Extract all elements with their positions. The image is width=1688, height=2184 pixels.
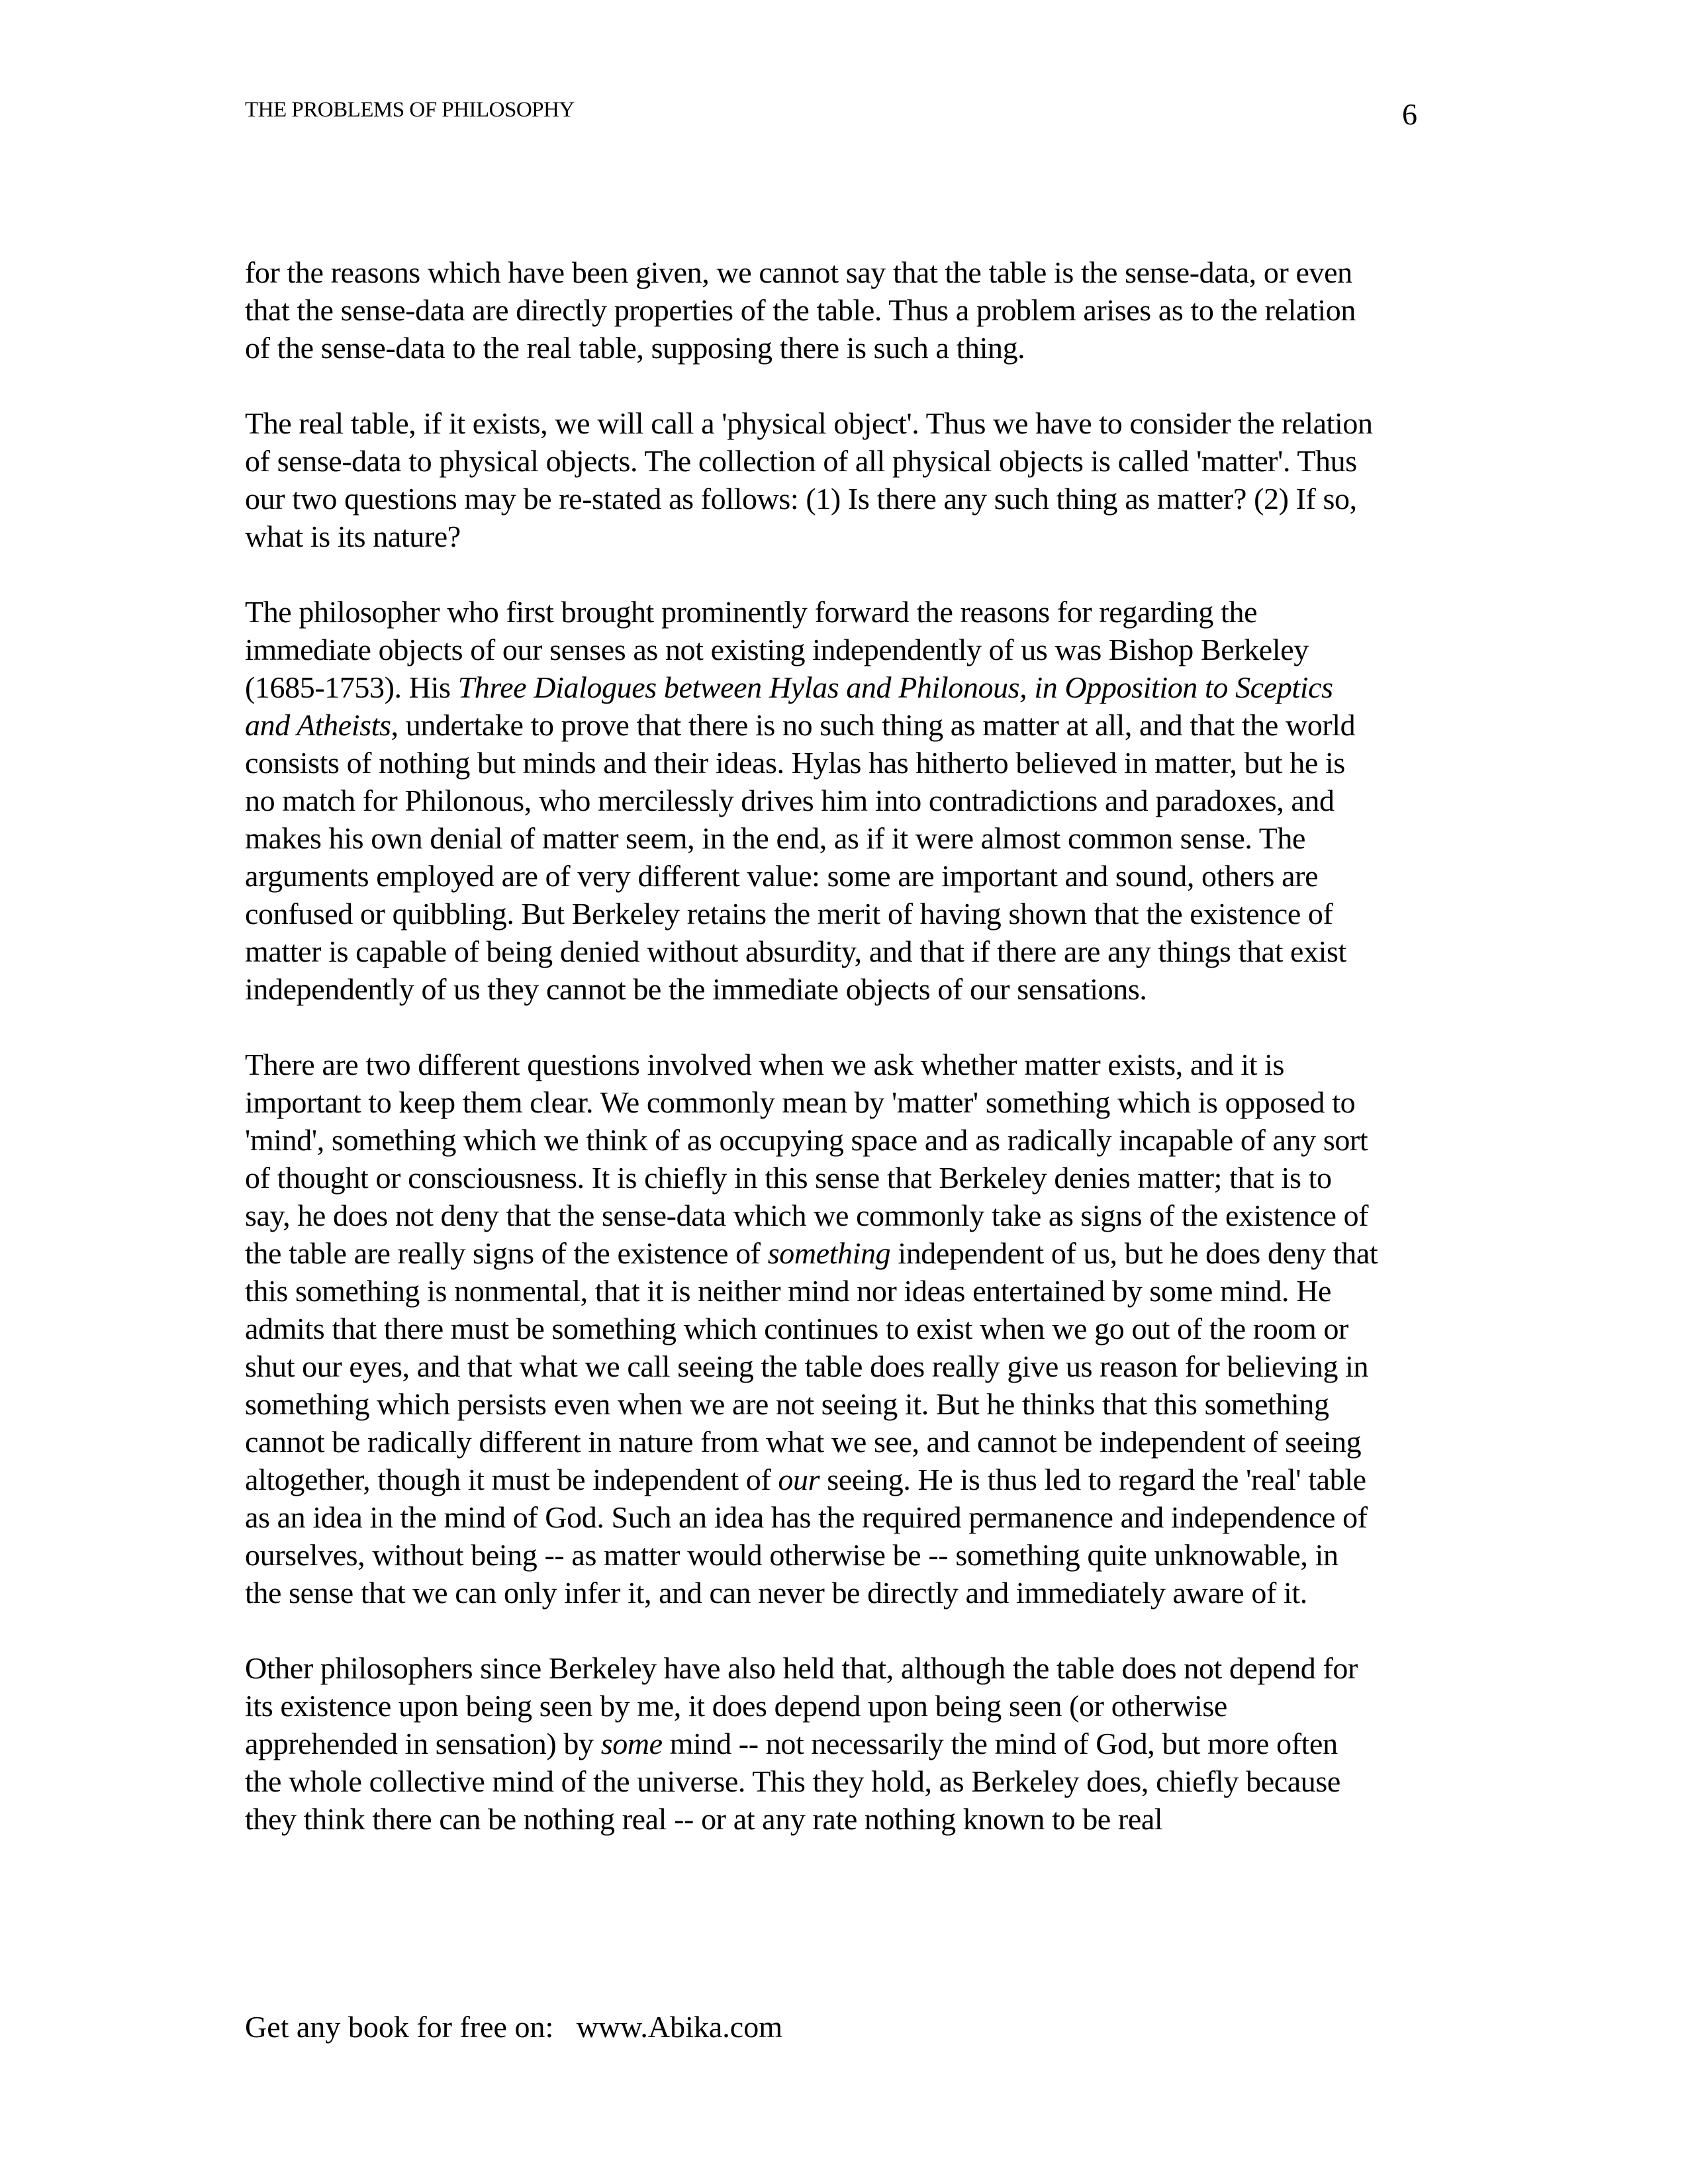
emphasis-something: something [767,1236,891,1270]
paragraph-5-text-a: Other philosophers since Berkeley have also held that, although the table does not depend for its existence upon being seen by me, it does depend upon being seen (or otherwise apprehended in sensation) by [245,1651,1358,1760]
page-number: 6 [1402,97,1417,131]
paragraph-3-text-a: The philosopher who first brought prominently forward the reasons for regarding the immediate objects of our senses as not existing independently of us was Bishop Berkeley (1685-1753). His [245,595,1309,704]
paragraph-1 [245,253,1378,367]
running-head-title: THE PROBLEMS OF PHILOSOPHY [245,98,575,122]
paragraph-4-text-b: independent of us, but he does deny that this something is nonmental, that it is neither mind nor ideas entertained by some mind. He admits that there must be something which continues to exist when we go out of the room or shut our eyes, and that what we call seeing the table does really give us reason for believing in something which persists even when we are not seeing it. But he thinks that this something cannot be radically different in nature from what we see, and cannot be independent of seeing altogether, though it must be independent of [245,1236,1378,1496]
paragraph-4-text-a: There are two different questions involved when we ask whether matter exists, and it is important to keep them clear. We commonly mean by 'matter' something which is opposed to 'mind', something which we think of as occupying space and as radically incapable of any sort of thought or consciousness. It is chiefly in this sense that Berkeley denies matter; that is to say, he does not deny that the sense-data which we commonly take as signs of the existence of the table are really signs of the existence of [245,1048,1369,1270]
paragraph-1-text: for the reasons which have been given, we cannot say that the table is the sense-data, or even that the sense-data are directly properties of the table. Thus a problem arises as to the relation of the sense-data to the real table, supposing there is such a thing. [245,255,1356,365]
paragraph-4 [245,1046,1378,1612]
emphasis-some: some [600,1727,663,1760]
book-title-three-dialogues: Three Dialogues between Hylas and Philonous, in Opposition to Sceptics and Atheists [245,670,1333,742]
footer-promo: Get any book for free on: www.Abika.com [245,2010,783,2044]
body-text [245,253,1378,1838]
emphasis-our: our [778,1463,820,1496]
paragraph-2 [245,404,1378,555]
paragraph-3-text-b: , undertake to prove that there is no such thing as matter at all, and that the world consists of nothing but minds and their ideas. Hylas has hitherto believed in matter, but he is no match for Philonous, who mercilessly drives him into contradictions and paradoxes, and makes his own denial of matter seem, in the end, as if it were almost common sense. The arguments employed are of very different value: some are important and sound, others are confused or quibbling. But Berkeley retains the merit of having shown that the existence of matter is capable of being denied without absurdity, and that if there are any things that exist independently of us they cannot be the immediate objects of our sensations. [245,708,1356,1006]
paragraph-4-text-c: seeing. He is thus led to regard the 'real' table as an idea in the mind of God. Such an idea has the required permanence and independence of ourselves, without being -- as matter would otherwise be -- something quite unknowable, in the sense that we can only infer it, and can never be directly and immediately aware of it. [245,1463,1368,1610]
paragraph-3 [245,593,1378,1008]
paragraph-5-text-b: mind -- not necessarily the mind of God, but more often the whole collective mind of the universe. This they hold, as Berkeley does, chiefly because they think there can be nothing real -- or at any rate nothing known to be real [245,1727,1340,1836]
paragraph-2-text: The real table, if it exists, we will call a 'physical object'. Thus we have to consider the relation of sense-data to physical objects. The collection of all physical objects is called 'matter'. Thus our two questions may be re-stated as follows: (1) Is there any such thing as matter? (2) If so, what is its nature? [245,406,1373,553]
paragraph-5 [245,1649,1378,1838]
